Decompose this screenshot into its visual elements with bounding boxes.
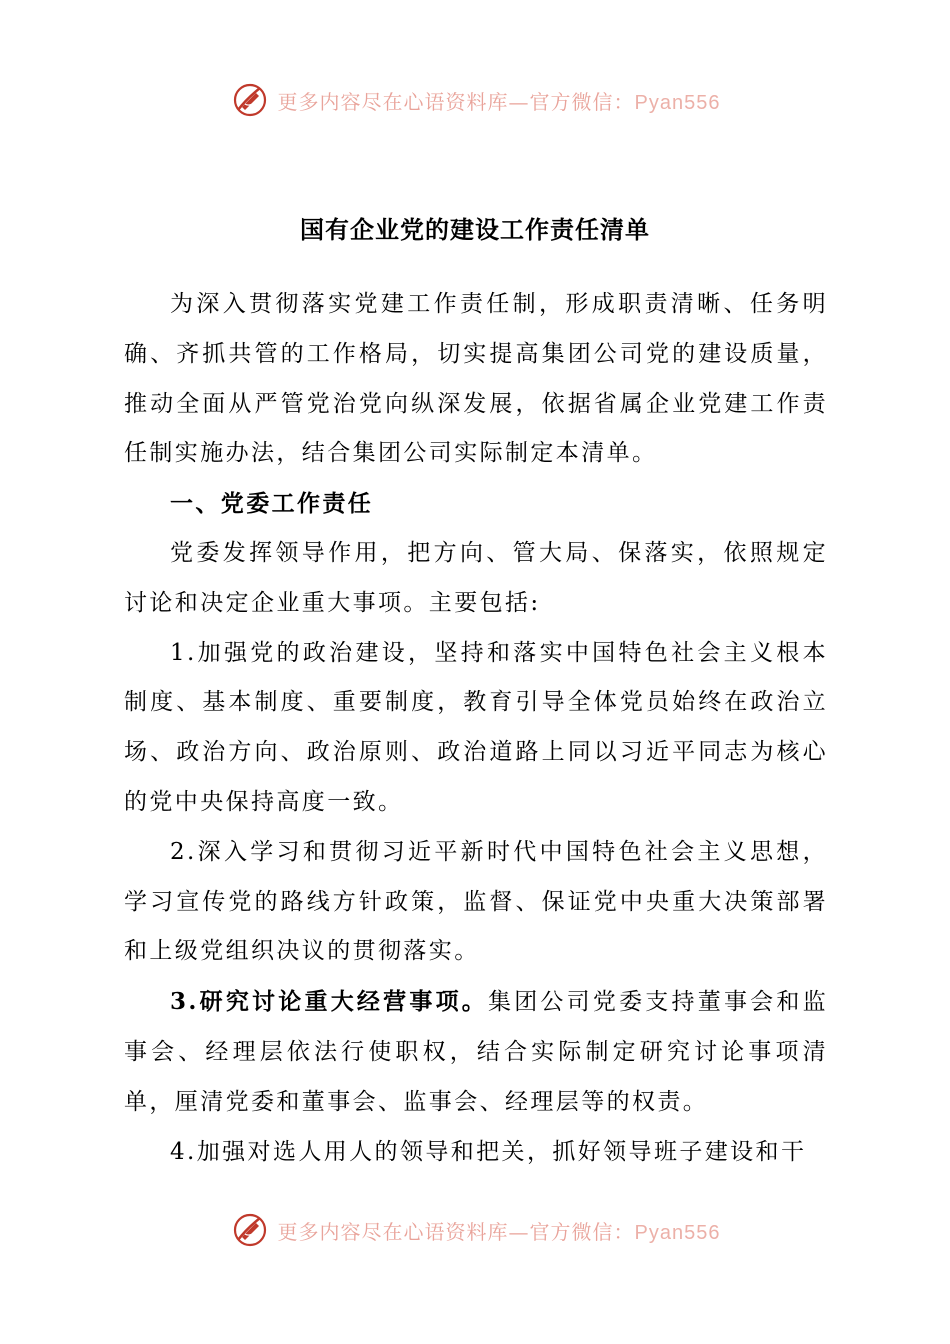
document-body (124, 280, 828, 1177)
list-item-1: 1.加强党的政治建设，坚持和落实中国特色社会主义根本制度、基本制度、重要制度，教育引导全体党员始终在政治立场、政治方向、政治原则、政治道路上同以习近平同志为核心的党中央保持高度一致。 (124, 639, 828, 815)
section-heading: 一、党委工作责任 (170, 490, 374, 518)
pen-logo-icon (230, 80, 270, 120)
list-item-2: 2.深入学习和贯彻习近平新时代中国特色社会主义思想，学习宣传党的路线方针政策，监督、保证党中央重大决策部署和上级党组织决议的贯彻落实。 (124, 838, 828, 965)
list-item-3-lead: 3.研究讨论重大经营事项。 (170, 988, 488, 1016)
watermark-text: 更多内容尽在心语资料库—官方微信： (277, 1219, 635, 1244)
section-intro-paragraph: 党委发挥领导作用，把方向、管大局、保落实，依照规定讨论和决定企业重大事项。主要包括: (124, 539, 828, 616)
header-watermark (0, 80, 950, 120)
watermark-text: 更多内容尽在心语资料库—官方微信： (277, 89, 635, 114)
intro-paragraph: 为深入贯彻落实党建工作责任制，形成职责清晰、任务明确、齐抓共管的工作格局，切实提高集团公司党的建设质量，推动全面从严管党治党向纵深发展，依据省属企业党建工作责任制实施办法，结合集团公司实际制定本清单。 (124, 291, 828, 467)
document-title: 国有企业党的建设工作责任清单 (300, 215, 650, 244)
watermark-wechat: Pyan556 (634, 91, 721, 114)
list-item-4: 4.加强对选人用人的领导和把关，抓好领导班子建设和干 (170, 1138, 807, 1165)
pen-logo-icon (230, 1210, 270, 1250)
footer-watermark (0, 1210, 950, 1250)
list-item-3-body: 集团公司党委支持董事会和监事会、经理层依法行使职权，结合实际制定研究讨论事项清单，厘清党委和董事会、监事会、经理层等的权责。 (124, 989, 828, 1115)
list-item-3 (124, 977, 828, 1127)
watermark-wechat: Pyan556 (634, 1221, 721, 1244)
